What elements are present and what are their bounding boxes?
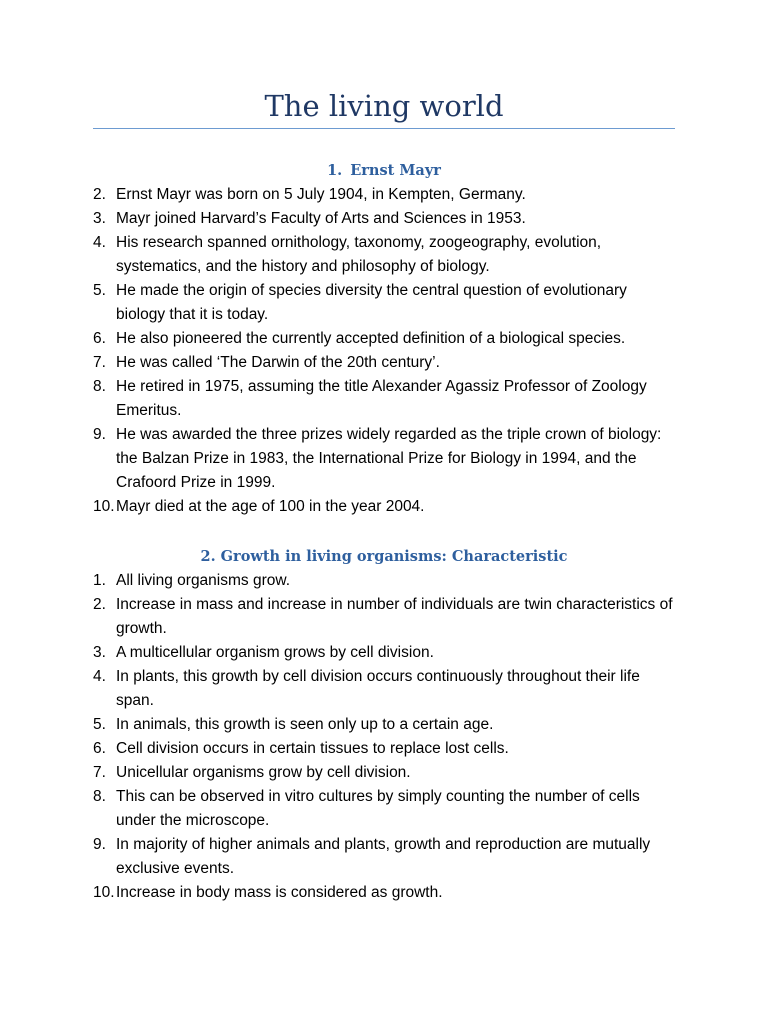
list-item-number: 3. <box>93 210 106 227</box>
list-item <box>93 665 675 713</box>
list-item-number: 10. <box>93 884 115 901</box>
list-item-number: 2. <box>93 186 106 203</box>
list-item-text: Unicellular organisms grow by cell division. <box>116 764 411 781</box>
list-item-number: 6. <box>93 330 106 347</box>
list-item-text: He also pioneered the currently accepted definition of a biological species. <box>116 330 626 347</box>
list-item <box>93 737 675 761</box>
list-item <box>93 785 675 833</box>
list-item-number: 4. <box>93 234 106 251</box>
list-item <box>93 279 675 327</box>
list-item-text: He made the origin of species diversity the central question of evolutionary biology that it is today. <box>116 282 627 323</box>
list-item-text: His research spanned ornithology, taxonomy, zoogeography, evolution, systematics, and the history and philosophy of biology. <box>116 234 602 275</box>
list-item-text: This can be observed in vitro cultures by simply counting the number of cells under the microscope. <box>116 788 640 829</box>
list-item <box>93 351 675 375</box>
list-item <box>93 231 675 279</box>
list-item-number: 5. <box>93 716 106 733</box>
list-item-text: Mayr died at the age of 100 in the year 2004. <box>116 498 425 515</box>
list-item-text: He was called ‘The Darwin of the 20th century’. <box>116 354 440 371</box>
list-item-text: In plants, this growth by cell division occurs continuously throughout their life span. <box>116 668 640 709</box>
list-item <box>93 495 675 519</box>
list-item-number: 3. <box>93 644 106 661</box>
list-item-text: Increase in mass and increase in number of individuals are twin characteristics of growth. <box>116 596 673 637</box>
list-item-number: 10. <box>93 498 115 515</box>
list-item-number: 2. <box>93 596 106 613</box>
list-item <box>93 183 675 207</box>
list-item-text: In animals, this growth is seen only up to a certain age. <box>116 716 494 733</box>
list-item-text: In majority of higher animals and plants, growth and reproduction are mutually exclusive events. <box>116 836 651 877</box>
list-item-number: 1. <box>93 572 106 589</box>
list-item-text: Cell division occurs in certain tissues to replace lost cells. <box>116 740 509 757</box>
list-item <box>93 327 675 351</box>
list-item-number: 5. <box>93 282 106 299</box>
growth-list <box>93 569 675 905</box>
section-heading-ernst-mayr <box>93 159 675 183</box>
list-item <box>93 761 675 785</box>
page-title: The living world <box>264 89 504 123</box>
list-item-number: 9. <box>93 426 106 443</box>
list-item-number: 7. <box>93 764 106 781</box>
list-item-number: 7. <box>93 354 106 371</box>
list-item-text: Mayr joined Harvard’s Faculty of Arts and Sciences in 1953. <box>116 210 526 227</box>
list-item-text: Increase in body mass is considered as growth. <box>116 884 443 901</box>
list-item <box>93 641 675 665</box>
list-item <box>93 423 675 495</box>
section-heading-number: 1. <box>327 162 343 179</box>
list-item-text: He retired in 1975, assuming the title Alexander Agassiz Professor of Zoology Emeritus. <box>116 378 647 419</box>
list-item-number: 4. <box>93 668 106 685</box>
list-item <box>93 569 675 593</box>
list-item <box>93 881 675 905</box>
list-item-text: He was awarded the three prizes widely regarded as the triple crown of biology: the Balzan Prize in 1983, the International Prize for Biology in 1994, and the Crafoord Prize in 1999. <box>116 426 662 491</box>
list-item-number: 9. <box>93 836 106 853</box>
list-item <box>93 207 675 231</box>
list-item <box>93 833 675 881</box>
list-item <box>93 593 675 641</box>
list-item-text: A multicellular organism grows by cell division. <box>116 644 434 661</box>
section-heading-growth: 2. Growth in living organisms: Characteristic <box>200 548 568 565</box>
list-item <box>93 713 675 737</box>
list-item-number: 6. <box>93 740 106 757</box>
list-item-number: 8. <box>93 378 106 395</box>
section-growth <box>93 545 675 905</box>
list-item-text: Ernst Mayr was born on 5 July 1904, in Kempten, Germany. <box>116 186 526 203</box>
ernst-mayr-list <box>93 183 675 519</box>
list-item-text: All living organisms grow. <box>116 572 291 589</box>
list-item <box>93 375 675 423</box>
section-ernst-mayr <box>93 159 675 519</box>
list-item-number: 8. <box>93 788 106 805</box>
title-underline <box>93 128 675 129</box>
section-heading-text: Ernst Mayr <box>350 162 441 179</box>
